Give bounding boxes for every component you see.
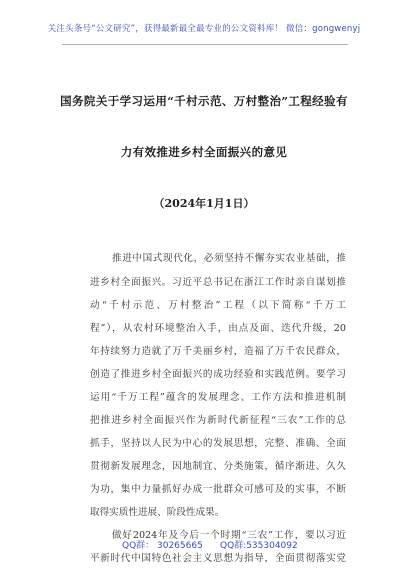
body-line: 取得实质性进展、阶段性成果。 (90, 507, 225, 518)
footer-qq-group-2: QQ群:535304092 (220, 541, 298, 551)
body-line: 运用“千万工程”蕴含的发展理念、工作方法和推进机制 (90, 392, 346, 403)
header-note: 关注头条号“公文研究”，获得最新最全最专业的公文资料库！ 微信：gongwenyj (47, 24, 361, 34)
body-line: 贯彻新发展理念，因地制宜、分类施策，循序渐进、久久 (90, 461, 346, 472)
header-divider (62, 44, 348, 45)
body-line: 进乡村全面振兴。习近平总书记在浙江工作时亲自谋划推 (90, 277, 346, 288)
document-title-line-2: 力有效推进乡村全面振兴的意见 (120, 145, 288, 159)
body-line: 做好2024年及今后一个时期“三农”工作，要以习近 (112, 530, 346, 541)
footer-contact (0, 538, 408, 552)
body-line: 为功，集中力量抓好办成一批群众可感可及的实事，不断 (90, 484, 346, 495)
footer-qq-group-1: QQ群： 30265665 (122, 541, 203, 551)
body-line: 抓手，坚持以人民为中心的发展思想，完整、准确、全面 (90, 438, 346, 449)
body-line: 程”），从农村环境整治入手，由点及面、迭代升级，20 (90, 323, 346, 334)
body-line: 推进中国式现代化，必须坚持不懈夯实农业基础，推 (112, 253, 346, 264)
document-date: （2024年1月1日） (153, 197, 255, 210)
body-line: 平新时代中国特色社会主义思想为指导，全面贯彻落实党 (90, 553, 346, 564)
body-line: 把推进乡村全面振兴作为新时代新征程“三农”工作的总 (90, 415, 346, 426)
body-line: 年持续努力造就了万千美丽乡村，造福了万千农民群众， (90, 346, 346, 357)
body-line: 创造了推进乡村全面振兴的成功经验和实践范例。要学习 (90, 369, 346, 380)
document-title-line-1: 国务院关于学习运用“千村示范、万村整治”工程经验有 (60, 94, 348, 108)
body-line: 动“千村示范、万村整治”工程（以下简称“千万工 (90, 300, 346, 311)
